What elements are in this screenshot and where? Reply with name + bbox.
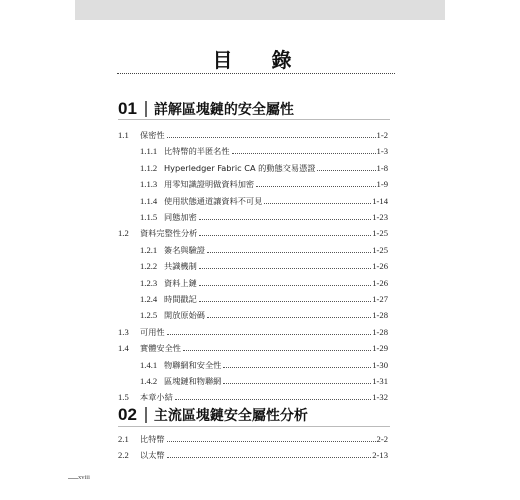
section-title: 資料完整性分析 [140,228,198,239]
section-number: 1.2 [118,228,129,239]
section-title: 保密性 [140,130,165,140]
section-number: 1.2.2 [140,261,158,272]
dot-leader [167,334,372,335]
toc-subsection-entry[interactable] [118,291,388,305]
page-reference: 1-28 [372,310,388,321]
page-reference: 1-14 [372,195,388,206]
dot-leader [232,153,376,154]
chapter-heading [118,97,294,121]
page-reference: 1-30 [372,359,388,370]
dot-leader [167,457,372,458]
page-reference: 1-2 [376,130,388,140]
section-number: 1.1.4 [140,195,158,206]
section-number: 1.1.1 [140,146,158,157]
toc-subsection-entry[interactable] [118,242,388,256]
section-title: 本章小結 [140,392,173,403]
section-number: 1.1.5 [140,212,158,222]
page-reference: 1-32 [372,392,388,403]
section-title: 同態加密 [164,212,197,222]
dot-leader [199,268,371,269]
section-number: 2.2 [118,450,129,461]
dot-leader [223,383,371,384]
page-reference: 1-26 [372,261,388,272]
section-number: 1.1 [118,130,129,140]
page-number: xviii [78,474,90,481]
page-reference: 1-25 [372,244,388,255]
section-number: 1.4.2 [140,376,158,386]
chapter-separator [145,101,147,117]
page-reference: 2-13 [372,450,388,461]
section-title: 資料上鏈 [164,277,197,288]
section-title: Hyperledger Fabric CA 的動態交易憑證 [164,162,316,173]
toc-subsection-entry[interactable] [118,373,388,387]
section-title: 可用性 [140,326,165,337]
toc-subsection-entry[interactable] [118,307,388,321]
page-reference: 1-28 [372,326,388,337]
toc-section-entry[interactable] [118,324,388,338]
section-number: 1.1.2 [140,162,158,173]
page-reference: 1-8 [376,162,388,173]
toc-subsection-entry[interactable] [118,176,388,190]
toc-subsection-entry[interactable] [118,160,388,174]
section-title: 開放原始碼 [164,310,205,321]
section-title: 共識機制 [164,261,197,272]
page-reference: 1-9 [376,179,388,190]
dot-leader [167,441,376,442]
dot-leader [264,203,371,204]
page-reference: 1-29 [372,343,388,354]
dot-leader [183,350,371,351]
page-reference: 2-2 [376,434,388,444]
top-header-band [75,0,445,20]
page-reference: 1-26 [372,277,388,288]
chapter-divider [118,426,390,427]
section-number: 1.4 [118,343,129,354]
section-number: 1.5 [118,392,129,403]
folio-rule [68,478,78,479]
page-title: 目 錄 [212,48,308,72]
chapter-number: 01 [118,99,137,118]
dot-leader [199,235,371,236]
toc-section-entry[interactable] [118,447,388,461]
dot-leader [223,367,371,368]
section-title: 以太幣 [140,450,165,461]
dot-leader [199,301,371,302]
section-number: 1.2.4 [140,294,158,304]
section-number: 1.3 [118,326,129,337]
chapter-separator [145,407,147,423]
dot-leader [199,285,371,286]
section-number: 1.2.1 [140,244,158,255]
toc-subsection-entry[interactable] [118,143,388,157]
section-number: 2.1 [118,434,129,444]
toc-section-entry[interactable] [118,431,388,445]
toc-subsection-entry[interactable] [118,275,388,289]
title-divider [117,73,395,74]
dot-leader [199,219,371,220]
chapter-title: 詳解區塊鏈的安全屬性 [153,102,294,118]
section-title: 比特幣的半匿名性 [164,146,230,157]
page-reference: 1-23 [372,212,388,222]
dot-leader [207,252,371,253]
page-reference: 1-27 [372,294,388,304]
toc-subsection-entry[interactable] [118,357,388,371]
page-reference: 1-25 [372,228,388,239]
section-number: 1.1.3 [140,179,158,190]
dot-leader [207,317,371,318]
toc-section-entry[interactable] [118,127,388,141]
section-number: 1.2.3 [140,277,158,288]
toc-section-entry[interactable] [118,389,388,403]
chapter-divider [118,119,390,120]
section-title: 簽名與驗證 [164,244,205,255]
toc-subsection-entry[interactable] [118,258,388,272]
page-reference: 1-31 [372,376,388,386]
toc-subsection-entry[interactable] [118,209,388,223]
section-title: 時間戳記 [164,294,197,304]
chapter-title: 主流區塊鏈安全屬性分析 [153,408,308,424]
section-title: 用零知識證明做資料加密 [164,179,255,190]
section-title: 物聯網和安全性 [164,359,222,370]
section-number: 1.2.5 [140,310,158,321]
toc-section-entry[interactable] [118,225,388,239]
toc-subsection-entry[interactable] [118,193,388,207]
section-number: 1.4.1 [140,359,158,370]
dot-leader [317,170,375,171]
dot-leader [167,137,376,138]
toc-section-entry[interactable] [118,340,388,354]
section-title: 比特幣 [140,434,165,444]
chapter-heading [118,403,308,427]
section-title: 實體安全性 [140,343,181,354]
section-title: 使用狀態通道讓資料不可見 [164,195,263,206]
dot-leader [256,186,375,187]
section-title: 區塊鏈和物聯網 [164,376,222,386]
dot-leader [175,399,371,400]
page-reference: 1-3 [376,146,388,157]
chapter-number: 02 [118,405,137,424]
